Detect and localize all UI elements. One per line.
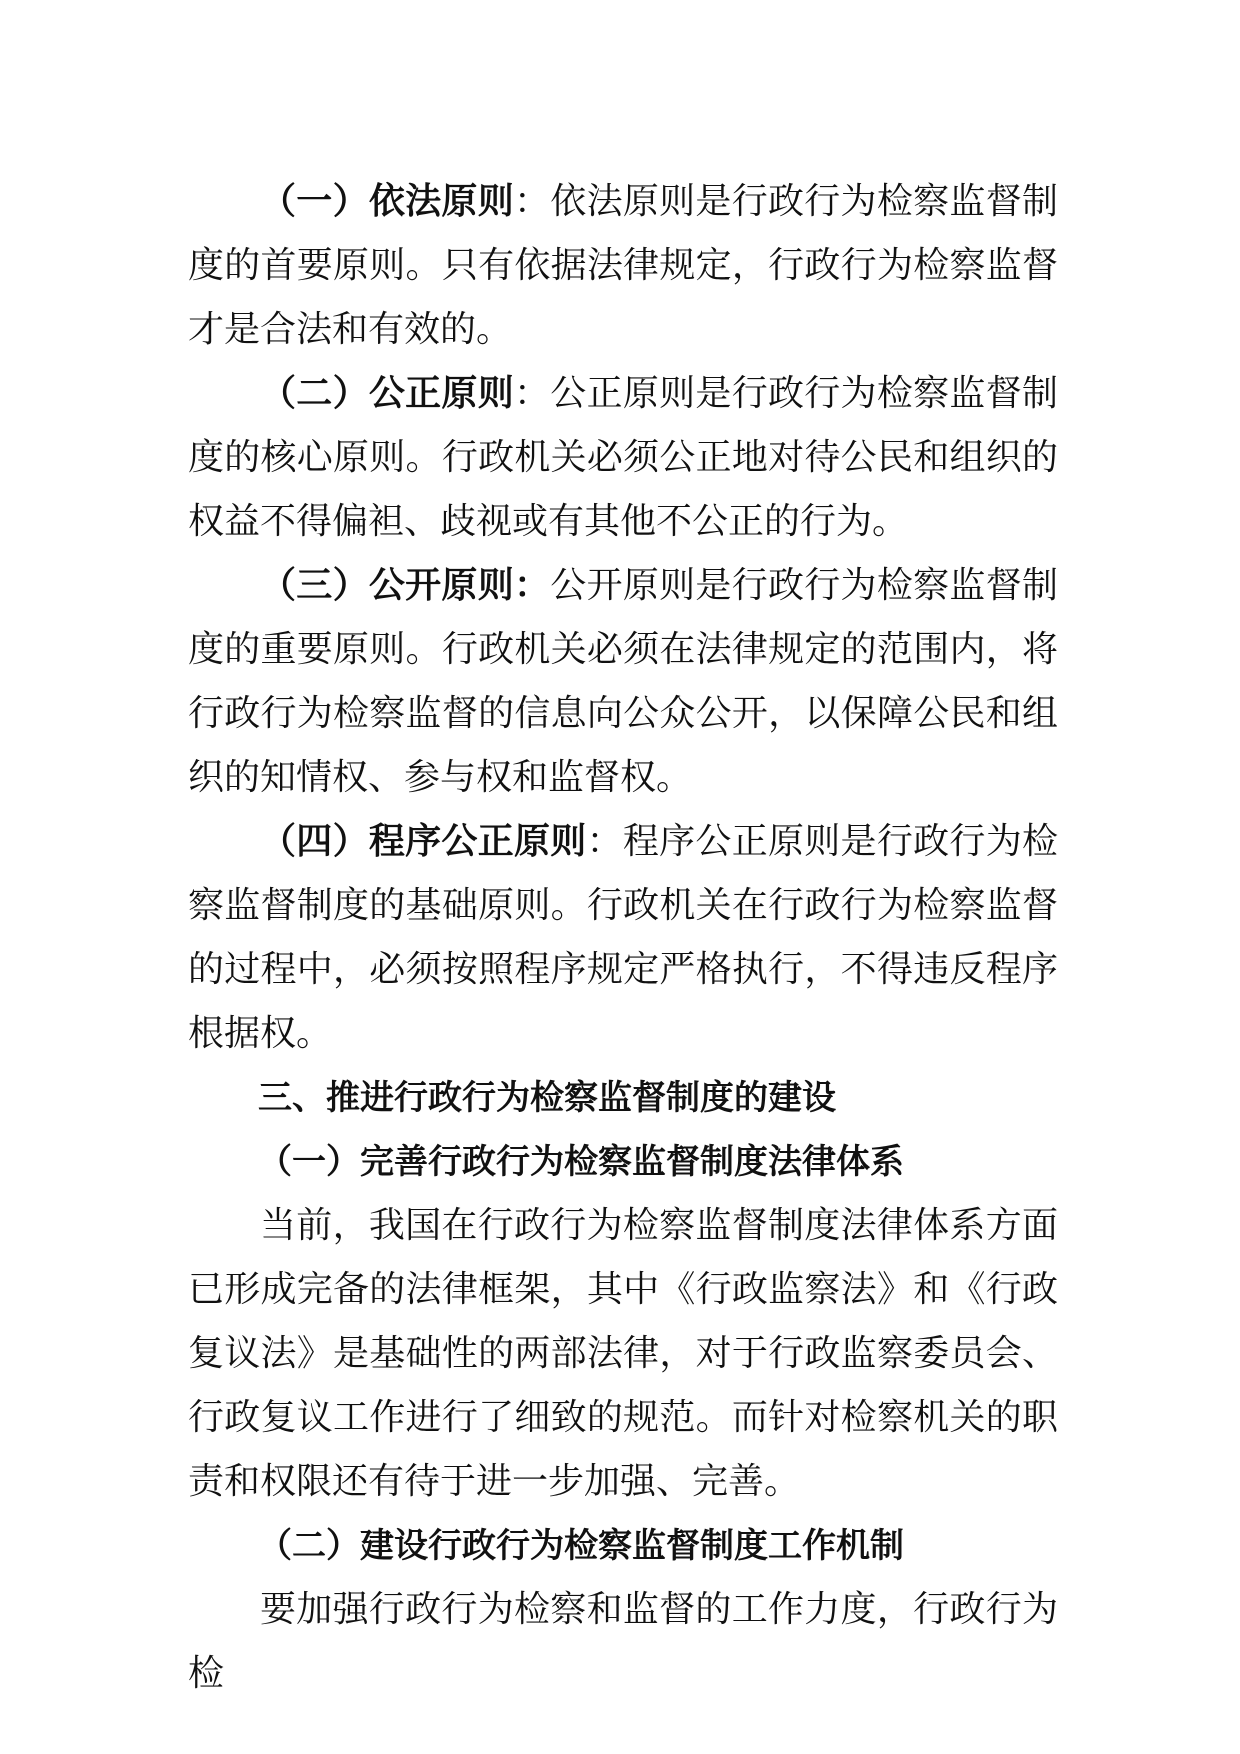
principle-procedural-paragraph [188,810,1058,1066]
subsection-body: 要加强行政行为检察和监督的工作力度，行政行为检 [188,1589,1058,1694]
principle-procedural-text: ：程序公正原则是行政行为检察监督制度的基础原则。行政机关在行政行为检察监督的过程中，必须按照程序规定严格执行，不得违反程序根据权。 [188,821,1058,1054]
principle-procedural-lead: （四）程序公正原则 [260,821,587,862]
principle-fairness-paragraph [188,362,1058,554]
principle-openness-text: 公开原则是行政行为检察监督制度的重要原则。行政机关必须在法律规定的范围内，将行政行为检察监督的信息向公众公开，以保障公民和组织的知情权、参与权和监督权。 [188,565,1058,798]
section-heading: 三、推进行政行为检察监督制度的建设 [258,1078,836,1118]
subsection-heading: （二）建设行政行为检察监督制度工作机制 [258,1526,904,1566]
principle-openness-lead: （三）公开原则： [260,565,551,606]
subsection-heading: （一）完善行政行为检察监督制度法律体系 [258,1142,904,1182]
document-page [188,170,1058,1706]
principle-legality-lead: （一）依法原则 [260,181,514,222]
principle-legality-text: ：依法原则是行政行为检察监督制度的首要原则。只有依据法律规定，行政行为检察监督才是合法和有效的。 [188,181,1058,350]
principle-openness-paragraph [188,554,1058,810]
principle-fairness-text: ：公正原则是行政行为检察监督制度的核心原则。行政机关必须公正地对待公民和组织的权益不得偏袒、歧视或有其他不公正的行为。 [188,373,1058,542]
principle-fairness-lead: （二）公正原则 [260,373,514,414]
subsection-body: 当前，我国在行政行为检察监督制度法律体系方面已形成完备的法律框架，其中《行政监察法》和《行政复议法》是基础性的两部法律，对于行政监察委员会、行政复议工作进行了细致的规范。而针对检察机关的职责和权限还有待于进一步加强、完善。 [188,1205,1058,1502]
principle-legality-paragraph [188,170,1058,362]
